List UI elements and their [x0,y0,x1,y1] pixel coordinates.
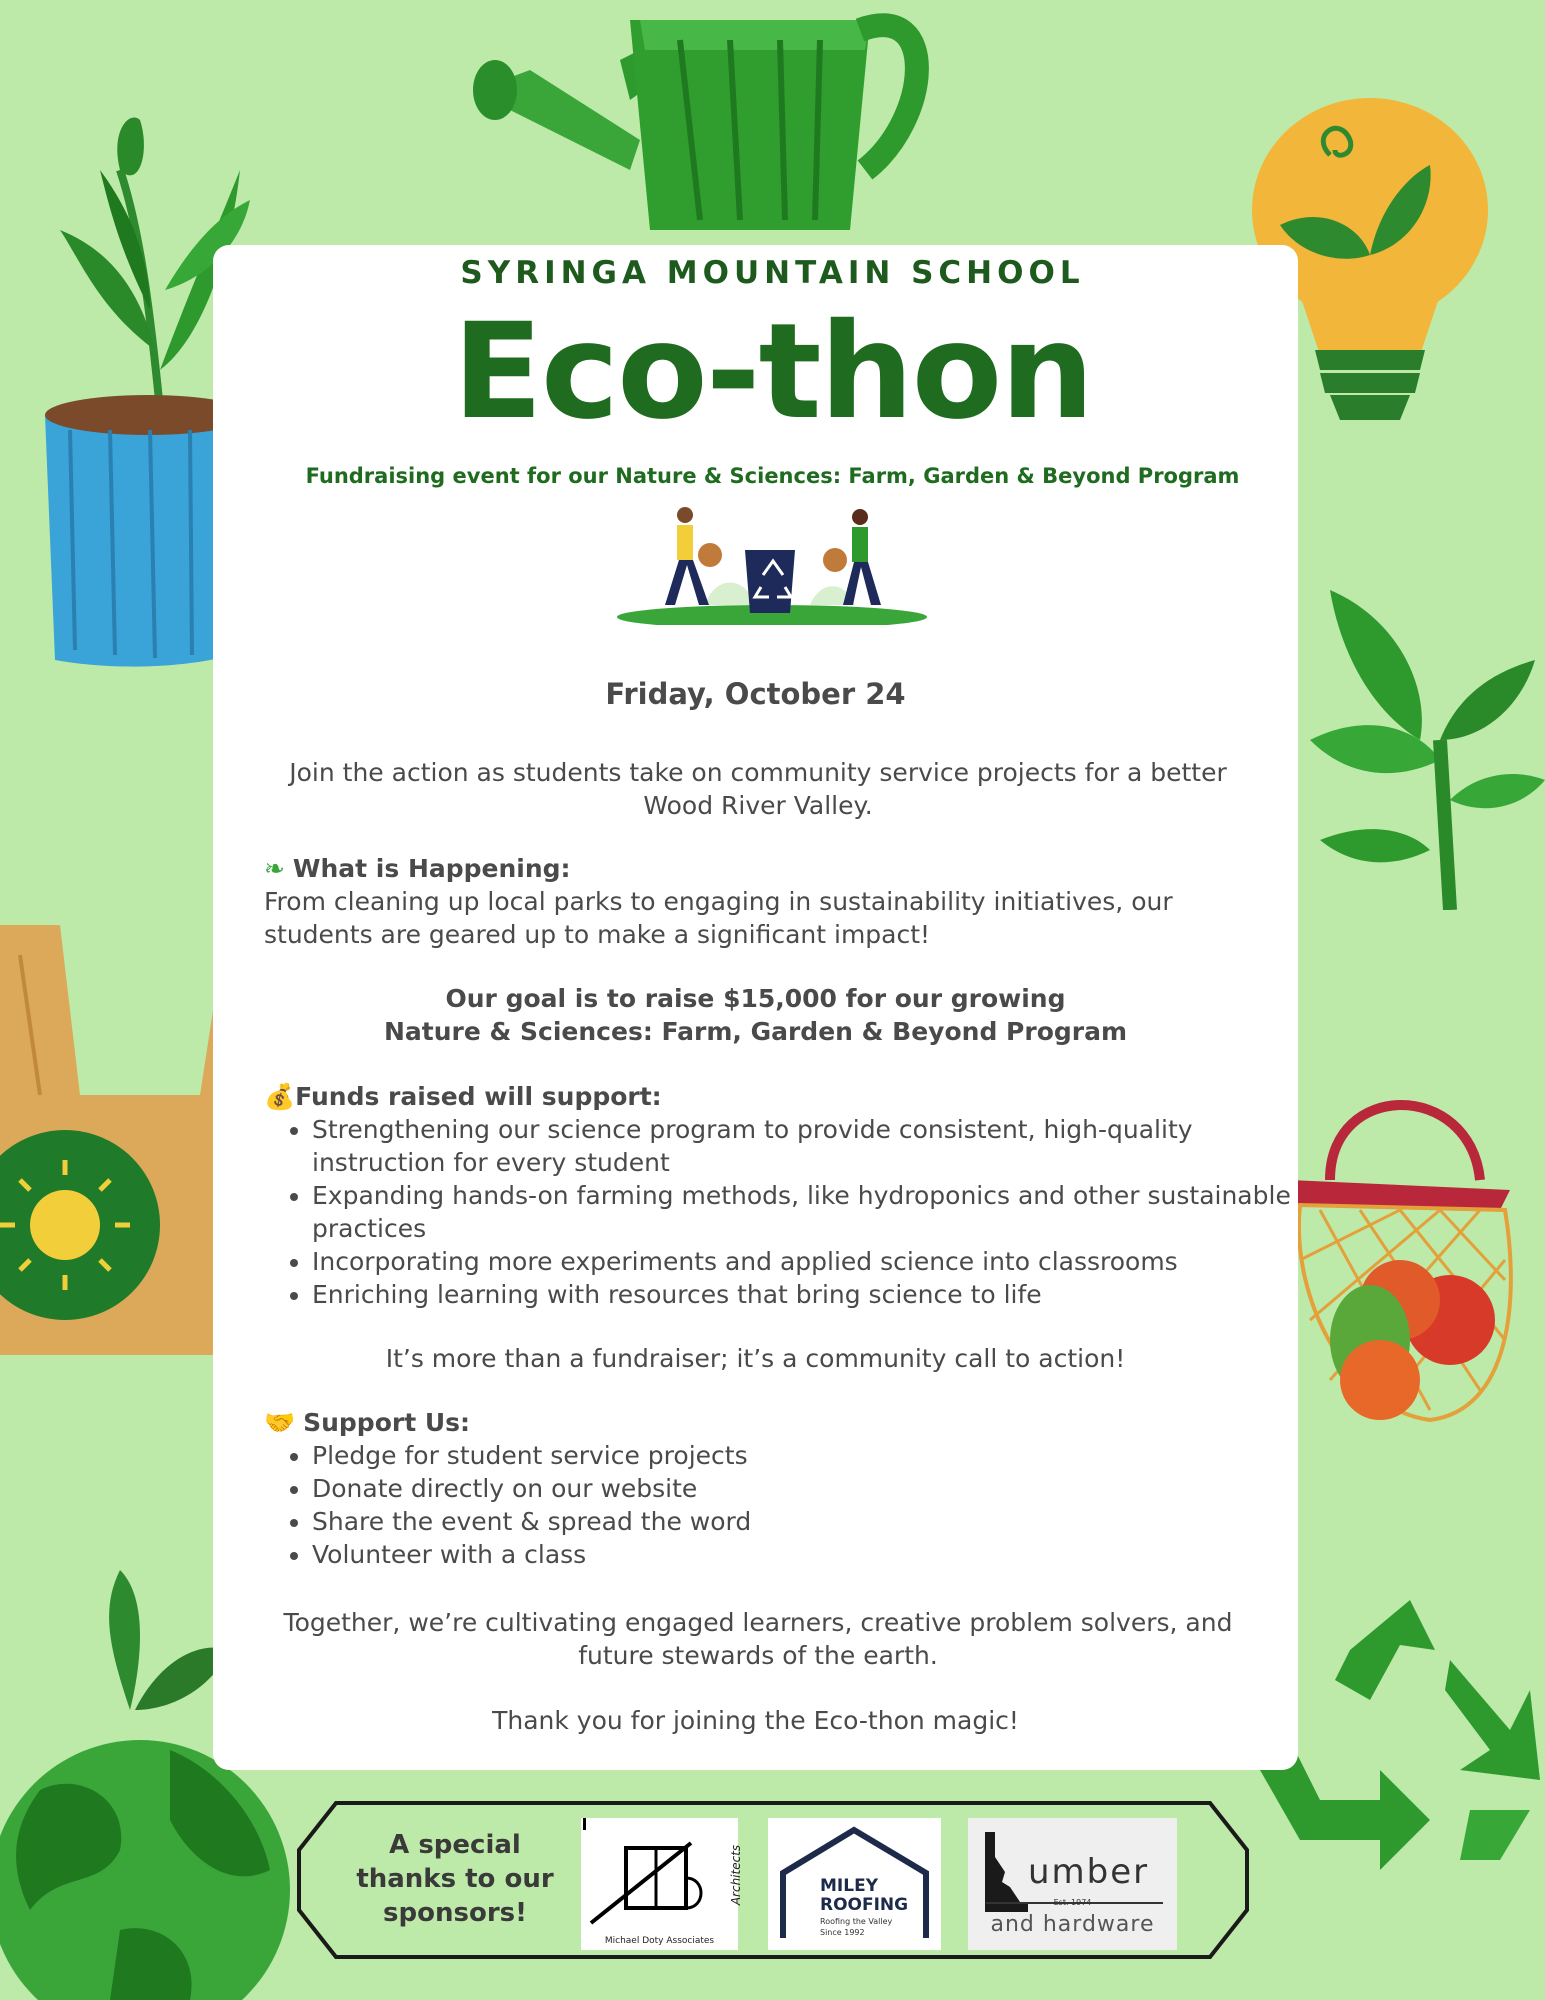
miley-name-2: ROOFING [820,1895,909,1915]
event-title: Eco-thon [452,295,1093,449]
miley-name-1: MILEY [820,1876,878,1896]
fundraising-goal [213,982,1298,1048]
school-name: SYRINGA MOUNTAIN SCHOOL [460,255,1085,291]
funds-item: • Strengthening our science program to provide consistent, high-quality instruction for every student [312,1113,1302,1179]
lumber-sub: and hardware [990,1912,1155,1937]
miley-tagline-1: Roofing the Valley [820,1917,893,1926]
support-item: • Share the event & spread the word [312,1505,1284,1538]
happening-section [264,852,1284,951]
support-item: • Volunteer with a class [312,1538,1284,1571]
support-section [264,1406,1284,1571]
event-date: Friday, October 24 [605,677,906,711]
miley-tagline-2: Since 1992 [820,1928,865,1937]
recycle-icon [1260,1590,1545,1880]
event-intro: Join the action as students take on community service projects for a better Wood River Valley. [289,758,1227,820]
lumber-est: Est. 1974 [1053,1898,1092,1907]
money-bag-icon: 💰 [264,1082,296,1111]
goal-line-1: Our goal is to raise $15,000 for our growing [445,984,1066,1013]
funds-item: • Incorporating more experiments and applied science into classrooms [312,1245,1302,1278]
funds-section [264,1080,1291,1311]
doty-name: Michael Doty Associates [604,1936,715,1946]
closing-together: Together, we’re cultivating engaged learners, creative problem solvers, and future stewards of the earth. [283,1608,1233,1670]
sponsor-thanks-label: A special thanks to our sponsors! [356,1830,554,1928]
sponsor-logo-doty[interactable] [581,1818,744,1950]
event-subtitle: Fundraising event for our Nature & Sciences: Farm, Garden & Beyond Program [305,464,1240,488]
funds-item: • Enriching learning with resources that bring science to life [312,1278,1302,1311]
closing-thanks: Thank you for joining the Eco-thon magic! [492,1706,1019,1735]
tote-bag-icon [0,925,240,1365]
sponsor-logo-lumber[interactable] [968,1818,1177,1950]
support-item: • Donate directly on our website [312,1472,1284,1505]
goal-line-2: Nature & Sciences: Farm, Garden & Beyond Program [383,1017,1128,1046]
call-to-action: It’s more than a fundraiser; it’s a community call to action! [385,1344,1126,1373]
doty-logo-mark [581,1818,738,1950]
funds-item: • Expanding hands-on farming methods, like hydroponics and other sustainable practices [312,1179,1302,1245]
doty-architects: Architects [729,1844,744,1906]
funds-heading: 💰Funds raised will support: [264,1082,662,1111]
produce-bag-icon [1290,1080,1545,1430]
sprout-icon: ❧ [264,854,285,883]
handshake-icon: 🤝 [264,1408,296,1437]
happening-heading: ❧ What is Happening: [264,854,571,883]
watering-can-icon [470,0,940,245]
support-item: • Pledge for student service projects [312,1439,1284,1472]
happening-text: From cleaning up local parks to engaging in sustainability initiatives, our students are geared up to make a significant impact! [264,887,1173,949]
leaves-icon [1310,590,1545,910]
support-heading: 🤝 Support Us: [264,1408,471,1437]
volunteers-illustration [615,505,930,625]
lumber-name: umber [1028,1852,1150,1892]
sponsor-logo-miley[interactable] [768,1818,941,1950]
